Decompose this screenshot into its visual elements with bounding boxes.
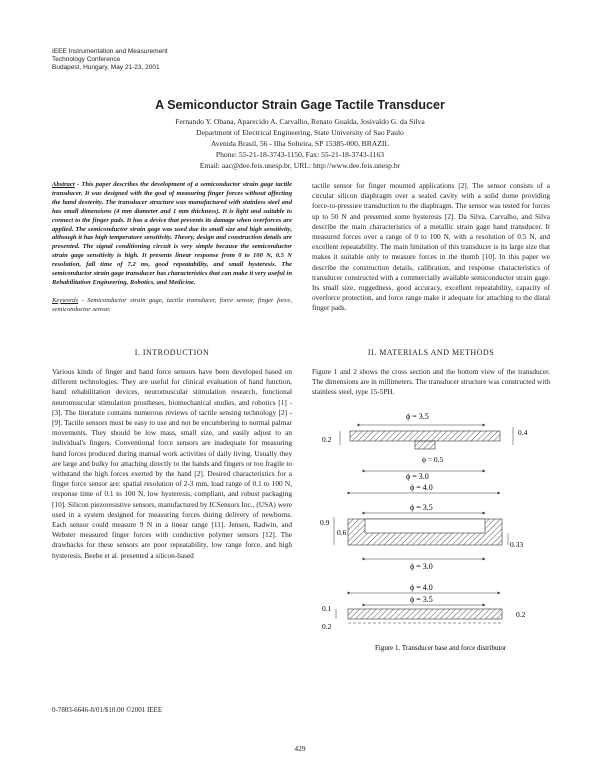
bottom-plate [348,609,502,619]
label-0-4: 0.4 [518,428,528,437]
conference-line-1: IEEE Instrumentation and Measurement [52,48,168,55]
label-0-2-b: 0.2 [322,622,332,631]
section-2-heading: II. MATERIALS AND METHODS [367,348,495,357]
abstract-label: Abstract [52,181,75,188]
keywords [52,297,292,315]
label-0-33: 0.33 [510,540,524,549]
copyright-footer: 0-7803-6646-8/01/$10.00 ©2001 IEEE [52,706,163,714]
conference-line-3: Budapest, Hungary, May 21-23, 2001 [52,64,160,71]
phone-fax: Phone: 55-21-18-3743-1150, Fax: 55-21-18-3743-1163 [215,150,385,159]
address: Avenida Brasil, 56 - Ilha Solteira, SP 15385-000, BRAZIL [210,139,390,148]
keywords-text: - Semiconductor strain gage, tactile transducer, force sensor, finger force, semiconductor sensor. [52,296,292,313]
distributor-plate [350,431,500,441]
email-url: Email: aac@dee.feis.unesp.br, URL: http://www.dee.feis.unesp.br [199,161,401,170]
label-phi-4-0-b: ϕ = 4.0 [410,583,433,592]
section-1-heading: I. INTRODUCTION [134,348,210,357]
bottom-view-section [322,583,526,631]
left-column [52,181,292,315]
authors: Fernando Y. Obana, Aparecido A. Carvalho, Renato Gualda, Josivaldo G. da Silva [175,117,425,126]
department: Department of Electrical Engineering, State University of Sao Paulo [196,128,404,137]
introduction-paragraph: Various kinds of finger and hand force sensors have been developed based on different technologies. They are useful for clinical evaluation of hand function, hand rehabilitation devices, neuromuscular stimulation research, functional neuromuscular stimulation prostheses, biomechanical studies, and robotics [1] - [3]. The literature contains numerous reviews of tactile sensing technology [2] - [9]. Tactile sensors must be easy to use and not be encumbering to normal palmar movements. They should be low mass, small size, and easily adjust to an individual's fingers. Conventional force sensors are inadequate for measuring hand forces produced during manual work activities of daily living. Usually they are large and bulky for attaching directly to the hands and fingers or too fragile to withstand the high forces exerted by the hand [2]. Desired characteristics for a finger force sensor are: spatial resolution of 2-3 mm, load range of 0.1 to 100 N, response time of 0.1 to 100 N, low hysteresis, compliant, and robust packaging [10]. Silicon piezoresistive sensors, manufactured by ICSensors Inc., (USA) were used in a system designed for measuring forces during delivery of newborns. Each sensor could measure 9 N in a linear range [11]. Jensen, Radwin, and Webster measured finger forces with conductive polymer sensors [12]. The drawbacks for these sensors are poor repeatability, low range force, and high hysteresis. Beebe et al. presented a silicon-based [52,367,292,560]
label-phi-3-0-b: ϕ = 3.0 [410,562,433,571]
label-0-9: 0.9 [320,518,330,527]
page-number: 429 [294,744,306,753]
base-cross-section [320,483,523,571]
label-phi-3-0-a: ϕ = 3.0 [406,472,429,481]
conference-header [52,48,168,72]
materials-paragraph: Figure 1 and 2 shows the cross section and the bottom view of the transducer. The dimensions are in millimeters. The transducer structure was constructed with stainless steel, type 15-5PH. [312,367,550,397]
label-phi-3-5-bot: ϕ = 3.5 [410,595,433,604]
right-column-text: tactile sensor for finger mounted applications [2]. The sensor consists of a circular silicon diaphragm over a sealed cavity with a solid dome providing force-to-pressure transduction to the diaphragm. The sensor was tested for forces up to 50 N and presented some hysteresis [2]. Da Silva, Carvalho, and Silva describe the main characteristics of a metallic strain gage hand transducer. It measured forces over a range of 0 to 100 N, with a resolution of 0.5 N, and excellent repeatability. The main limitation of this transducer is its large size that makes it suitable only to measure forces in the thumb [10]. In this paper we describe the construction details, calibration, and response characteristics of transducer constructed with a commercially available semiconductor strain gage. Its small size, ruggedness, good accuracy, excellent repeatability, capacity of overforce protection, and force range make it adequate for attaching to the distal finger pads. [312,181,550,313]
figure-1-drawing [320,405,550,705]
label-phi-3-5-mid: ϕ = 3.5 [410,503,433,512]
abstract-text: - This paper describes the development of a semiconductor strain gage tactile transducer. It was designed with the goal of measuring finger forces without affecting the hand dexterity. The transducer structure was manufactured with stainless steel and has small dimensions (4 mm diameter and 1 mm thickness). It is light and suitable to connect to the finger pads. It has a device that prevents its damage when overforces are applied. The semiconductor strain gage was used due its small size and high sensitivity, although it has high temperature sensitivity. Theory, design and construction details are presented. The signal conditioning circuit is very simple because the semiconductor strain gage sensitivity is high. It presents linear response from 0 to 100 N, 0.5 N resolution, fall time of 7.2 ms, good repeatability, and small hysteresis. The semiconductor strain gage transducer has characteristics that can make it very useful in Rehabilitation Engineering, Robotics, and Medicine. [52,181,292,286]
keywords-label: Keywords [52,296,79,304]
label-phi-0-5: ϕ = 0.5 [422,455,444,464]
label-0-2-a: 0.2 [322,435,332,444]
force-distributor-section [322,412,528,481]
label-phi-4-0-a: ϕ = 4.0 [410,483,433,492]
label-phi-3-5-top: ϕ = 3.5 [406,412,429,421]
label-0-2-c: 0.2 [516,610,526,619]
label-0-6: 0.6 [337,528,347,537]
figure-caption: Figure 1. Transducer base and force distributor [375,644,507,652]
abstract [52,181,292,288]
base-cavity [365,519,485,533]
conference-line-2: Technology Conference [52,56,121,63]
paper-title: A Semiconductor Strain Gage Tactile Transducer [155,98,445,112]
label-0-1: 0.1 [322,604,332,613]
distributor-dome [415,441,435,449]
